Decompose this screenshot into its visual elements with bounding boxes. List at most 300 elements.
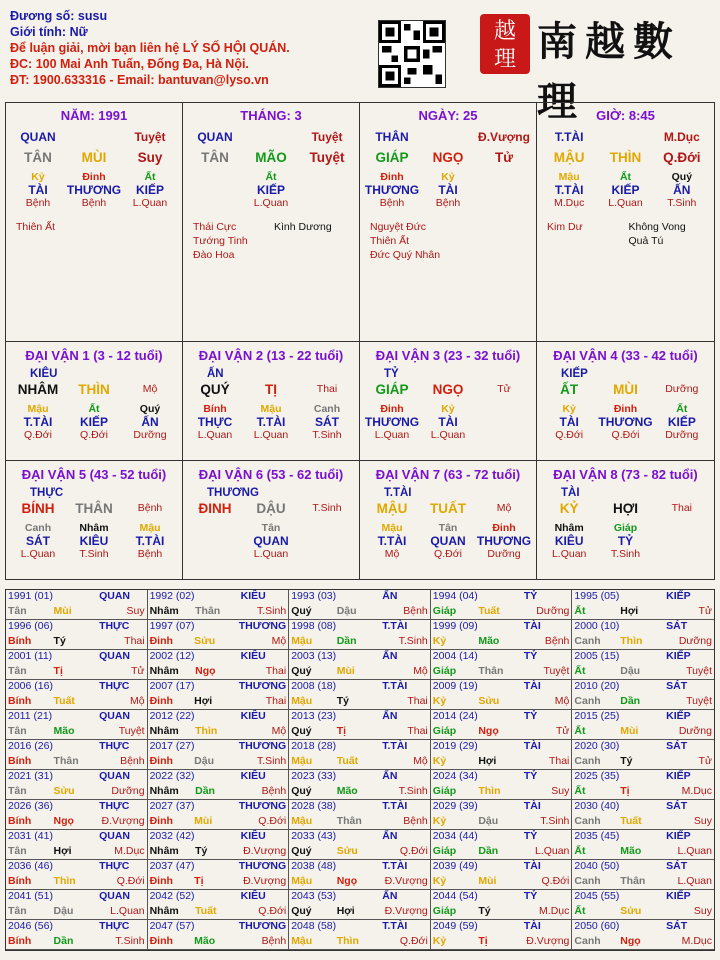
- year-stem: Quý: [291, 664, 312, 677]
- year-label: 2043 (53): [291, 890, 337, 902]
- hidden-stem: Quý: [139, 403, 161, 415]
- life-stage: Mộ: [384, 547, 400, 560]
- branch-state: Dưỡng: [665, 383, 699, 395]
- year-cell: [572, 890, 714, 920]
- year-stage: Suy: [551, 784, 570, 797]
- pillar-star-row: [10, 131, 178, 151]
- dai-van-title: ĐẠI VẬN 3 (23 - 32 tuổi): [375, 348, 521, 363]
- year-ten-god: T.TÀI: [382, 620, 408, 632]
- hidden-ten-god: [187, 184, 243, 197]
- year-label: 2013 (23): [291, 710, 337, 722]
- life-stage: M.Dục: [553, 197, 585, 209]
- heavenly-stem: ẤT: [560, 382, 579, 397]
- ten-god-label: QUAN: [20, 130, 56, 144]
- life-stage: Bệnh: [137, 547, 163, 560]
- year-ten-god: KIÊU: [240, 890, 266, 902]
- year-stage: T.Sinh: [398, 784, 428, 797]
- year-stem: Tân: [8, 844, 27, 857]
- year-ten-god: KIẾP: [666, 710, 691, 722]
- pillar-stem-branch-row: [10, 151, 178, 171]
- year-stem: Canh: [574, 634, 601, 647]
- year-label: 2045 (55): [574, 890, 620, 902]
- brand-logo: 南越數理: [537, 18, 681, 125]
- hidden-stem: [187, 171, 243, 184]
- dai-van-ten-god: TỶ: [384, 368, 399, 380]
- year-cell: [289, 620, 431, 650]
- life-stage: L.Quan: [253, 547, 289, 560]
- year-branch: Thìn: [478, 784, 501, 797]
- year-label: 2006 (16): [8, 680, 53, 692]
- life-stage-row: [10, 197, 178, 210]
- year-stage: L.Quan: [110, 904, 145, 917]
- year-label: 2020 (30): [574, 740, 620, 752]
- year-cell: [148, 590, 290, 620]
- life-stage: L.Quan: [253, 197, 289, 209]
- year-label: 2002 (12): [149, 650, 195, 662]
- chart-header: [10, 8, 370, 88]
- year-branch: Ngọ: [53, 814, 74, 827]
- heavenly-stem: MẬU: [553, 150, 585, 165]
- hidden-stem: [476, 403, 532, 416]
- hidden-stem: Ất: [88, 403, 100, 415]
- year-stem: Nhâm: [149, 664, 179, 677]
- year-stage: Mộ: [554, 694, 570, 707]
- heavenly-stem: GIÁP: [375, 382, 409, 397]
- year-cell: [148, 620, 290, 650]
- year-stage: Đ.Vượng: [243, 874, 287, 887]
- year-stem: Mậu: [291, 754, 313, 767]
- year-cell: [431, 650, 573, 680]
- year-stem: Nhâm: [149, 724, 179, 737]
- year-branch: Mùi: [336, 664, 355, 677]
- year-stage: Q.Đới: [258, 814, 287, 827]
- year-label: 2023 (33): [291, 770, 337, 782]
- year-stage: L.Quan: [677, 844, 712, 857]
- year-stage: Suy: [126, 604, 145, 617]
- year-ten-god: ẤN: [382, 890, 398, 902]
- spacer: [597, 131, 653, 144]
- year-ten-god: QUAN: [99, 650, 130, 662]
- year-label: 2015 (25): [574, 710, 620, 722]
- year-ten-god: TÀI: [523, 920, 541, 932]
- year-branch: Tý: [336, 694, 349, 707]
- year-branch: Dần: [620, 694, 641, 707]
- dai-van-stem-branch-row: [187, 383, 355, 403]
- hidden-stem: [654, 522, 710, 535]
- year-cell: [572, 650, 714, 680]
- year-ten-god: QUAN: [99, 590, 130, 602]
- year-ten-god: THỰC: [99, 740, 130, 752]
- year-ten-god: KIẾP: [666, 590, 691, 602]
- dai-van-ten-god: TÀI: [561, 486, 580, 499]
- year-branch: Ngọ: [336, 874, 358, 887]
- life-stage: T.Sinh: [610, 547, 641, 560]
- life-stage-row: [541, 197, 710, 210]
- year-stage: Tử: [131, 664, 145, 677]
- year-stage: Tử: [555, 724, 570, 737]
- hidden-stem: Mậu: [260, 403, 282, 415]
- life-stage: L.Quan: [20, 547, 56, 560]
- spacer: [243, 131, 299, 144]
- pillar-column: [537, 103, 714, 341]
- hidden-ten-god: T.TÀI: [23, 415, 53, 429]
- heavenly-stem: ĐINH: [198, 500, 232, 516]
- pillar-stem-branch-row: [187, 151, 355, 171]
- life-stage: Q.Đới: [24, 429, 52, 441]
- year-label: 1996 (06): [8, 620, 53, 632]
- year-ten-god: KIÊU: [240, 830, 266, 842]
- year-branch: Mùi: [620, 724, 639, 737]
- shen-sha-list: [187, 220, 355, 262]
- year-branch: Mùi: [53, 604, 72, 617]
- shen-sha-left: [370, 220, 451, 262]
- year-cell: [148, 650, 290, 680]
- year-stage: Suy: [693, 904, 712, 917]
- dai-van-cell: [537, 342, 714, 461]
- pillar-title: THÁNG: 3: [240, 108, 302, 123]
- life-stage: L.Quan: [197, 429, 233, 441]
- year-cell: [289, 740, 431, 770]
- heavenly-stem: KỶ: [559, 500, 579, 516]
- year-branch: Mão: [53, 724, 75, 737]
- year-ten-god: THƯƠNG: [238, 680, 287, 692]
- year-cell: [572, 770, 714, 800]
- year-stem: Kỷ: [432, 634, 447, 647]
- year-stage: Thai: [265, 694, 287, 707]
- year-stage: Tử: [698, 604, 712, 617]
- year-cell: [431, 590, 573, 620]
- year-ten-god: SÁT: [666, 740, 688, 752]
- life-stage: Q.Đới: [80, 429, 108, 441]
- owner-name: Đương số: susu: [10, 9, 108, 23]
- year-stage: M.Dục: [539, 904, 570, 917]
- year-label: 2028 (38): [291, 800, 337, 812]
- year-stage: Mộ: [271, 634, 287, 647]
- hidden-stem: Ất: [265, 171, 277, 183]
- shen-sha-left: [193, 220, 274, 262]
- dai-van-cell: [6, 342, 183, 461]
- year-ten-god: ẤN: [382, 650, 398, 662]
- year-branch: Hợi: [194, 694, 213, 707]
- year-stem: Ất: [574, 724, 586, 737]
- year-ten-god: QUAN: [99, 890, 130, 902]
- dai-van-ten-god: T.TÀI: [384, 486, 412, 499]
- year-label: 1992 (02): [149, 590, 195, 602]
- year-stem: Kỷ: [432, 814, 447, 827]
- year-stage: Bệnh: [544, 634, 570, 647]
- year-branch: Dần: [336, 634, 357, 647]
- year-stage: M.Dục: [681, 784, 712, 797]
- year-label: 2025 (35): [574, 770, 620, 782]
- year-cell: [6, 770, 148, 800]
- shen-sha-right: [97, 220, 178, 234]
- year-branch: Sửu: [336, 844, 358, 857]
- year-branch: Tuất: [53, 694, 75, 707]
- year-branch: Dậu: [53, 904, 74, 917]
- gender: Giới tính: Nữ: [10, 25, 88, 39]
- life-stage-row: [541, 548, 710, 561]
- year-ten-god: THƯƠNG: [238, 920, 287, 932]
- year-stem: Mậu: [291, 934, 313, 947]
- year-stage: T.Sinh: [540, 814, 570, 827]
- year-stem: Canh: [574, 754, 601, 767]
- year-stem: Ất: [574, 904, 586, 917]
- dai-van-ten-god: KIÊU: [30, 368, 58, 380]
- year-ten-god: KIÊU: [240, 650, 266, 662]
- earthly-branch: THÌN: [609, 150, 642, 165]
- year-branch: Hợi: [53, 844, 72, 857]
- year-branch: Thìn: [53, 874, 76, 887]
- year-ten-god: THỰC: [99, 860, 130, 872]
- year-label: 2016 (26): [8, 740, 53, 752]
- spacer: [420, 131, 476, 144]
- year-stem: Bính: [8, 814, 32, 827]
- hidden-stem: Đinh: [492, 521, 516, 534]
- year-ten-god: THƯƠNG: [238, 740, 287, 752]
- dai-van-cell: [537, 461, 714, 580]
- year-cell: [6, 920, 148, 950]
- shen-sha-item: Đào Hoa: [193, 249, 235, 261]
- year-cell: [148, 770, 290, 800]
- hidden-stems-row: [364, 522, 532, 535]
- year-branch: Sửu: [478, 694, 500, 707]
- life-stage: [476, 197, 532, 210]
- year-label: 2005 (15): [574, 650, 620, 662]
- year-ten-god: THỰC: [99, 620, 130, 632]
- heavenly-stem: BÍNH: [21, 500, 55, 516]
- shen-sha-item: Kim Dư: [547, 221, 583, 233]
- shen-sha-list: [364, 220, 532, 262]
- year-ten-god: SÁT: [666, 920, 688, 932]
- year-stage: Thai: [124, 634, 145, 647]
- year-ten-god: TỶ: [523, 590, 538, 602]
- branch-state: Tử: [497, 383, 511, 395]
- year-stem: Bính: [8, 634, 32, 647]
- year-stage: Tuyệt: [118, 724, 145, 737]
- year-label: 1998 (08): [291, 620, 337, 632]
- year-stem: Ất: [574, 604, 586, 617]
- life-stage: Bệnh: [435, 197, 461, 209]
- dai-van-title: ĐẠI VẬN 6 (53 - 62 tuổi): [198, 466, 344, 482]
- year-stage: Thai: [548, 754, 570, 767]
- year-label: 2048 (58): [291, 920, 337, 932]
- hidden-gods-row: [10, 416, 178, 429]
- year-branch: Tý: [53, 634, 66, 647]
- pillar-column: [183, 103, 360, 341]
- year-branch: Dần: [53, 934, 74, 947]
- year-label: 1994 (04): [432, 590, 478, 602]
- year-stem: Bính: [8, 754, 32, 767]
- year-ten-god: TÀI: [523, 740, 541, 752]
- year-branch: Tý: [620, 754, 633, 767]
- dai-van-stem-branch-row: [10, 502, 178, 522]
- year-branch: Dậu: [478, 814, 499, 827]
- year-label: 2022 (32): [149, 770, 195, 782]
- year-stem: Kỷ: [432, 754, 447, 767]
- hidden-ten-god: KIẾP: [256, 183, 285, 197]
- year-ten-god: T.TÀI: [382, 680, 408, 692]
- hidden-ten-god: TÀI: [559, 415, 579, 429]
- life-stage: Dưỡng: [133, 429, 167, 441]
- year-cell: [431, 860, 573, 890]
- dai-van-stem-branch-row: [364, 502, 532, 522]
- year-branch: Tị: [194, 874, 204, 887]
- hidden-stem: Kỷ: [31, 171, 45, 183]
- year-stage: Bệnh: [261, 784, 287, 797]
- year-label: 2003 (13): [291, 650, 337, 662]
- earthly-branch: TUẤT: [430, 500, 466, 516]
- year-cell: [572, 740, 714, 770]
- year-branch: Mão: [194, 934, 216, 947]
- year-label: 2001 (11): [8, 650, 53, 662]
- heaven-state: Tuyệt: [134, 130, 166, 144]
- year-cell: [289, 860, 431, 890]
- year-stage: L.Quan: [677, 874, 712, 887]
- year-branch: Thân: [620, 874, 646, 887]
- branch-state: Bệnh: [137, 501, 163, 514]
- year-stem: Quý: [291, 784, 312, 797]
- year-ten-god: SÁT: [666, 620, 688, 632]
- year-label: 2042 (52): [149, 890, 195, 902]
- year-stem: Quý: [291, 844, 312, 857]
- year-stage: Q.Đới: [399, 934, 428, 947]
- year-label: 2034 (44): [432, 830, 478, 842]
- hidden-ten-god: KIẾP: [611, 183, 640, 197]
- year-branch: Tuất: [620, 814, 642, 827]
- year-cell: [289, 800, 431, 830]
- life-stage-row: [364, 548, 532, 561]
- year-branch: Mùi: [194, 814, 213, 827]
- year-ten-god: ẤN: [382, 590, 398, 602]
- shen-sha-item: Thiên Ất: [370, 235, 410, 247]
- year-cell: [289, 920, 431, 950]
- year-ten-god: THƯƠNG: [238, 620, 287, 632]
- hidden-ten-god: [299, 184, 355, 197]
- year-branch: Dần: [195, 784, 215, 797]
- hidden-stem: Canh: [24, 521, 52, 534]
- hidden-stem: Nhâm: [554, 521, 584, 534]
- hidden-ten-god: TÀI: [438, 415, 458, 429]
- dai-van-ten-god: KIẾP: [561, 368, 588, 380]
- year-stem: Tân: [8, 664, 27, 677]
- year-branch: Tý: [195, 844, 208, 857]
- year-stem: Bính: [8, 934, 32, 947]
- year-cell: [431, 710, 573, 740]
- hidden-stem: Mậu: [139, 521, 161, 534]
- year-stem: Giáp: [432, 724, 457, 737]
- hidden-stem: [187, 522, 243, 535]
- pillar-column: [6, 103, 183, 341]
- hidden-ten-god: QUAN: [253, 533, 289, 548]
- year-branch: Tuất: [478, 604, 500, 617]
- year-stem: Giáp: [432, 664, 457, 677]
- year-ten-god: KIẾP: [666, 650, 691, 662]
- earthly-branch: MÙI: [613, 382, 638, 397]
- hidden-gods-row: [187, 184, 355, 197]
- year-cell: [6, 890, 148, 920]
- pillar-stem-branch-row: [541, 151, 710, 171]
- heaven-state: Đ.Vượng: [478, 130, 530, 144]
- year-stem: Giáp: [432, 904, 457, 917]
- life-stage: Bệnh: [81, 197, 107, 209]
- year-ten-god: T.TÀI: [382, 860, 408, 872]
- heavenly-stem: MẬU: [376, 500, 408, 516]
- dai-van-cell: [360, 461, 537, 580]
- year-stem: Giáp: [432, 844, 457, 857]
- life-stage: Q.Đới: [434, 547, 462, 560]
- year-cell: [572, 680, 714, 710]
- dai-van-cell: [183, 342, 360, 461]
- year-label: 2027 (37): [149, 800, 195, 812]
- year-stage: Thai: [407, 724, 428, 737]
- year-ten-god: QUAN: [99, 770, 130, 782]
- life-stage-row: [10, 429, 178, 442]
- year-label: 2035 (45): [574, 830, 620, 842]
- year-stem: Canh: [574, 694, 601, 707]
- year-cell: [431, 830, 573, 860]
- year-ten-god: KIÊU: [240, 590, 266, 602]
- hidden-ten-god: [299, 535, 355, 548]
- year-stem: Đinh: [149, 934, 173, 947]
- dai-van-stem-branch-row: [364, 383, 532, 403]
- hidden-ten-god: TỶ: [617, 533, 634, 548]
- shen-sha-item: Thái Cực: [193, 221, 237, 233]
- year-ten-god: THỰC: [99, 680, 130, 692]
- address: ĐC: 100 Mai Anh Tuấn, Đống Đa, Hà Nội.: [10, 57, 249, 71]
- year-label: 2050 (60): [574, 920, 620, 932]
- hidden-stems-row: [10, 522, 178, 535]
- branch-state: Thai: [316, 383, 338, 395]
- year-cell: [289, 710, 431, 740]
- year-branch: Tị: [478, 934, 488, 947]
- pillar-title: NGÀY: 25: [418, 108, 478, 123]
- life-stage: Bệnh: [379, 197, 405, 209]
- hidden-gods-row: [541, 184, 710, 197]
- year-cell: [6, 620, 148, 650]
- year-label: 2046 (56): [8, 920, 53, 932]
- year-cell: [148, 920, 290, 950]
- annual-luck-grid: [5, 589, 715, 951]
- branch-state: Suy: [137, 150, 163, 165]
- year-branch: Ngọ: [620, 934, 641, 947]
- year-stage: T.Sinh: [398, 634, 428, 647]
- hidden-ten-god: KIẾP: [667, 415, 696, 429]
- year-stage: Tuyệt: [543, 664, 570, 677]
- pillar-star-row: [541, 131, 710, 151]
- year-stem: Ất: [574, 784, 586, 797]
- year-ten-god: TÀI: [523, 800, 541, 812]
- dai-van-cell: [183, 461, 360, 580]
- year-cell: [572, 800, 714, 830]
- life-stage: L.Quan: [374, 429, 410, 441]
- hidden-ten-god: QUAN: [430, 533, 466, 548]
- year-branch: Thân: [336, 814, 362, 827]
- life-stage: L.Quan: [253, 429, 289, 441]
- year-branch: Mão: [620, 844, 642, 857]
- year-cell: [431, 890, 573, 920]
- year-cell: [148, 740, 290, 770]
- hidden-ten-god: THƯƠNG: [598, 415, 653, 429]
- life-stage: Dưỡng: [487, 547, 521, 560]
- year-cell: [572, 830, 714, 860]
- life-stage-row: [187, 548, 355, 561]
- hidden-ten-god: THƯƠNG: [364, 183, 420, 197]
- year-cell: [6, 590, 148, 620]
- hidden-stem: Ất: [676, 403, 688, 415]
- year-cell: [431, 800, 573, 830]
- year-stem: Quý: [291, 604, 312, 617]
- shen-sha-right: [451, 220, 532, 262]
